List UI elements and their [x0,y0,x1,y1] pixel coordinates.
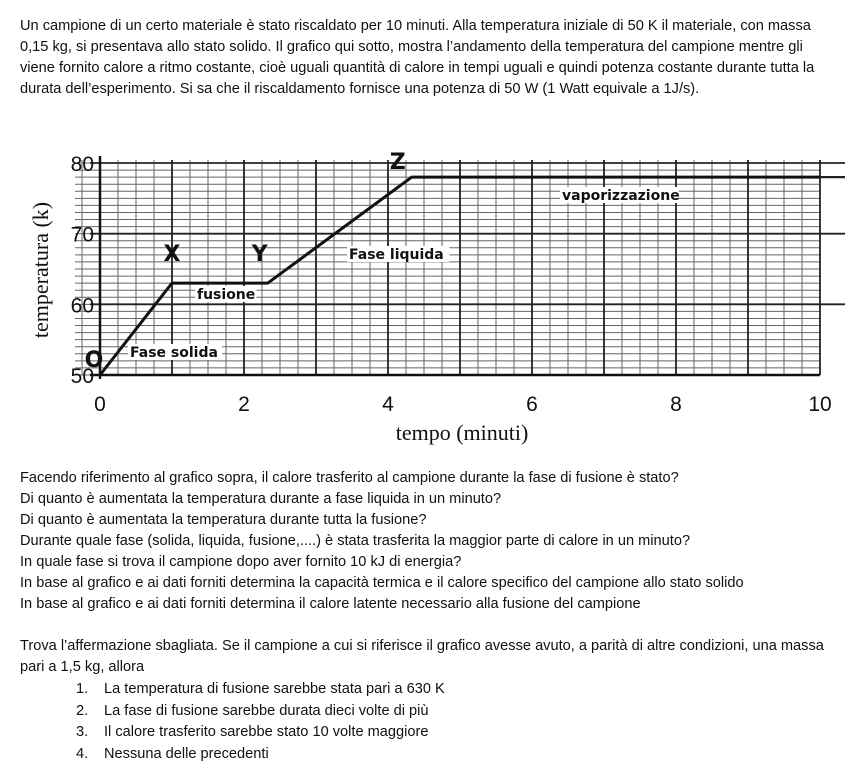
y-tick-label: 80 [70,153,94,176]
x-tick-label: 4 [382,393,394,416]
temperature-time-graph [0,125,850,455]
graph-major-grid [90,160,845,375]
option-text: Il calore trasferito sarebbe stato 10 volte maggiore [104,724,429,740]
point-label: Y [251,242,268,268]
option-number: 2. [76,702,89,719]
option-number: 4. [76,745,89,762]
answer-option [20,722,820,744]
y-axis-label: temperatura (k) [28,201,53,339]
phase-annotation: fusione [197,287,256,303]
question-item: In base al grafico e ai dati forniti determina il calore latente necessario alla fusione del campione [20,596,641,612]
phase-annotation: vaporizzazione [562,188,680,204]
y-tick-label: 60 [70,294,94,318]
phase-annotation: Fase solida [130,345,218,361]
point-label: O [84,348,104,373]
question-item: In base al grafico e ai dati forniti determina la capacità termica e il calore specifico del campione allo stato solido [20,575,744,591]
point-label: Z [389,150,406,176]
x-tick-label: 10 [808,393,832,416]
x-tick-label: 8 [670,393,682,416]
question-item: Di quanto è aumentata la temperatura durante tutta la fusione? [20,512,427,528]
graph-minor-grid [75,160,820,375]
x-axis-label: tempo (minuti) [395,420,529,445]
x-tick-label: 0 [94,393,106,416]
x-tick-label: 6 [526,393,538,416]
x-tick-label: 2 [238,393,250,416]
graph-phase-annotations [128,187,680,361]
answer-option [20,679,820,701]
answer-options [20,679,820,765]
answer-option [20,701,820,723]
question-item: In quale fase si trova il campione dopo aver fornito 10 kJ di energia? [20,554,462,570]
option-text: La temperatura di fusione sarebbe stata pari a 630 K [104,681,445,697]
question-item: Di quanto è aumentata la temperatura durante a fase liquida in un minuto? [20,491,502,507]
problem-intro: Un campione di un certo materiale è stato riscaldato per 10 minuti. Alla temperatura iniziale di 50 K il materiale, con massa 0,15 kg, si presentava allo stato solido. Il grafico qui sotto, mostra l’andamento della temperatura del campione mentre gli viene fornito calore a ritmo costante, cioè uguali quantità di calore in tempi uguali e quindi potenza costante durante tutta la durata dell’esperimento. Si sa che il riscaldamento fornisce una potenza di 50 W (1 Watt equivale a 1J/s). [20,18,815,97]
point-label: X [163,242,181,268]
option-text: La fase di fusione sarebbe durata dieci volte di più [104,702,429,719]
question-list [20,468,840,615]
question-item: Durante quale fase (solida, liquida, fusione,....) è stata trasferita la maggior parte di calore in un minuto? [20,533,691,549]
final-question: Trova l’affermazione sbagliata. Se il campione a cui si riferisce il grafico avesse avuto, a parità di altre condizioni, una massa pari a 1,5 kg, allora [20,638,824,675]
phase-annotation: Fase liquida [349,247,444,263]
option-text: Nessuna delle precedenti [104,745,269,762]
option-number: 3. [76,724,89,740]
answer-option [20,744,820,766]
y-tick-label: 50 [70,365,94,388]
question-item: Facendo riferimento al grafico sopra, il calore trasferito al campione durante la fase di fusione è stato? [20,470,679,486]
option-number: 1. [76,681,89,697]
y-tick-label: 70 [70,223,94,247]
